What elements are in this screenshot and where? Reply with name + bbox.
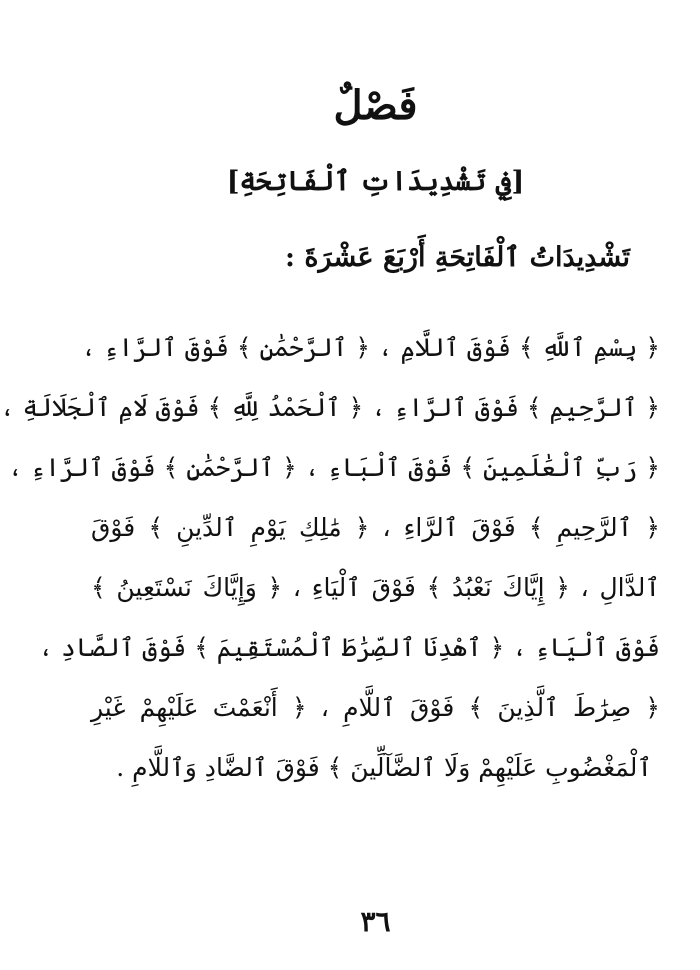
text-line: ٱلْمَغْضُوبِ عَلَيْهِمْ وَلَا ٱلضَّآلِّينَ ﴾ فَوْقَ ٱلضَّادِ وَٱللَّامِ . [116,753,652,782]
text-line: ٱلدَّالِ ، ﴿ إِيَّاكَ نَعْبُدُ ﴾ فَوْقَ ٱلْيَاءِ ، ﴿ وَإِيَّاكَ نَسْتَعِينُ ﴾ [91,573,660,602]
section-title: فَصْلٌ [333,82,418,129]
body-paragraph [0,318,660,798]
text-line: ﴿ صِرَٰطَ ٱلَّذِينَ ﴾ فَوْقَ ٱللَّامِ ، ﴿ أَنْعَمْتَ عَلَيْهِمْ غَيْرِ [91,693,660,722]
text-line: ﴿ ٱلرَّحِيمِ ﴾ فَوْقَ ٱلرَّاءِ ، ﴿ ٱلْحَمْدُ لِلَّهِ ﴾ فَوْقَ لَامِ ٱلْجَلَالَةِ ، [0,393,660,422]
text-line: ﴿ ٱلرَّحِيمِ ﴾ فَوْقَ ٱلرَّاءِ ، ﴿ مَٰلِكِ يَوْمِ ٱلدِّينِ ﴾ فَوْقَ [91,513,660,542]
text-line: ﴿ بِسْمِ ٱللَّهِ ﴾ فَوْقَ ٱللَّامِ ، ﴿ ٱلرَّحْمَٰنِ ﴾ فَوْقَ ٱلرَّاءِ ، [81,333,660,362]
section-subtitle: [فِي تَشْدِيدَاتِ ٱلْفَاتِحَةِ] [226,166,525,197]
text-line: فَوْقَ ٱلْيَاءِ ، ﴿ ٱهْدِنَا ٱلصِّرَٰطَ ٱلْمُسْتَقِيمَ ﴾ فَوْقَ ٱلصَّادِ ، [38,633,660,662]
intro-sentence: تَشْدِيدَاتُ ٱلْفَاتِحَةِ أَرْبَعَ عَشْرَةَ : [285,242,630,273]
page-number: ٣٦ [360,905,391,938]
text-line: ﴿ رَبِّ ٱلْعَٰلَمِينَ ﴾ فَوْقَ ٱلْبَاءِ ، ﴿ ٱلرَّحْمَٰنِ ﴾ فَوْقَ ٱلرَّاءِ ، [7,453,660,482]
